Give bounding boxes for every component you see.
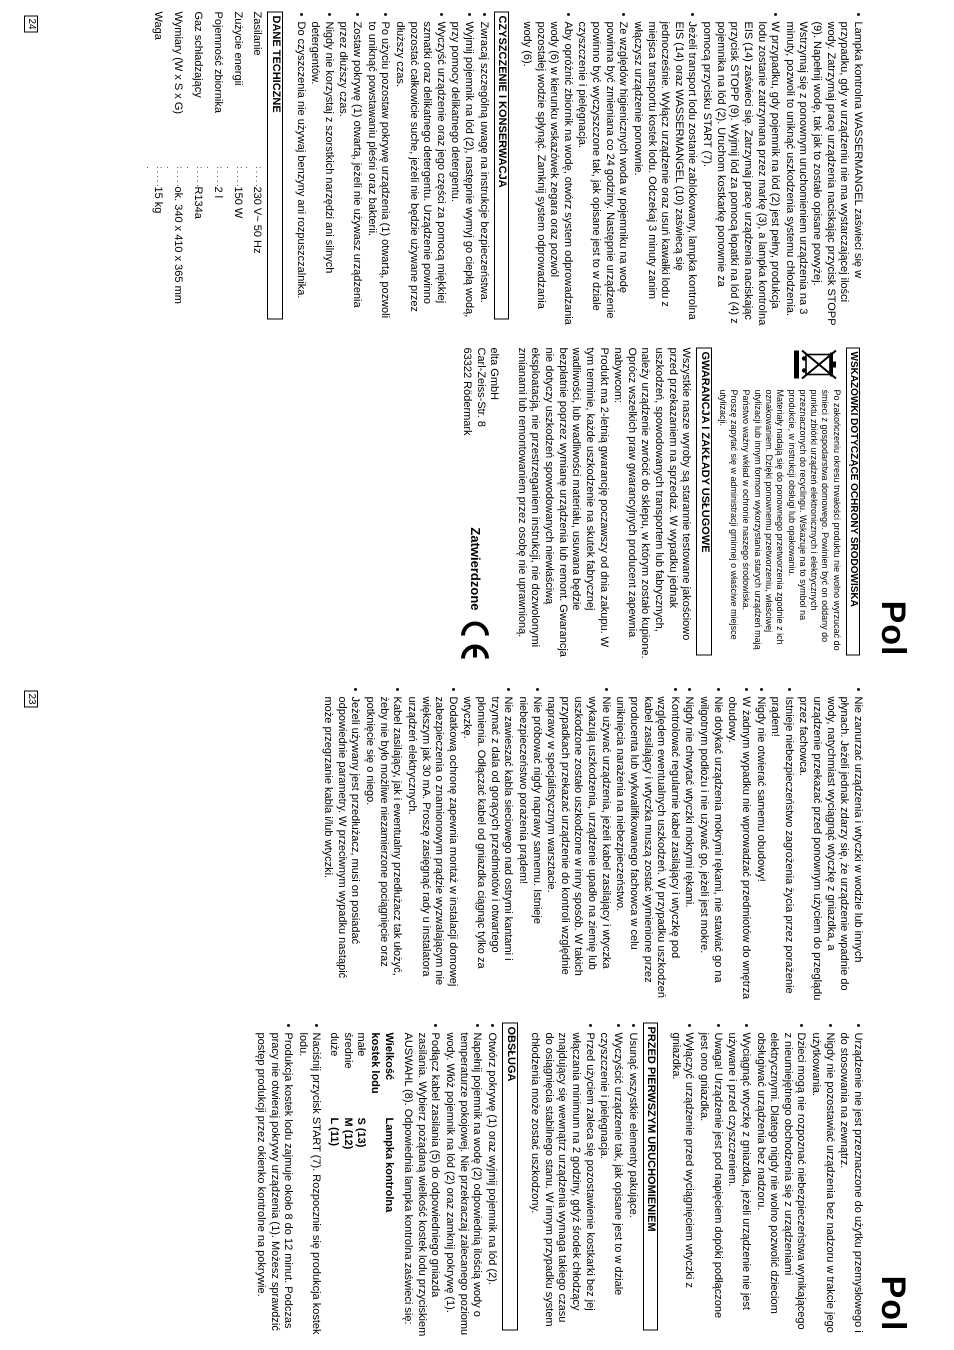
- lamp-value: S (13): [355, 1117, 368, 1148]
- env-paragraph: Po zakończeniu okresu trwałości produktu nie wolno wyrzucać do śmieci z gospodarstwa domowego. Powinien być on oddany do punktu zbiórki urządzeń elektronicznych i elektrycznych przeznaczonych do recyclingu. Wskazuje na to symbol na produkcie, w instrukcji obsługi lub opakowaniu.: [786, 389, 842, 651]
- tech-separator: : . . . . .: [165, 166, 185, 187]
- size-value: małe: [355, 1032, 368, 1057]
- list-item: • Nigdy nie chwytać wtyczki mokrymi rękami.: [682, 697, 696, 1002]
- tech-value: ok. 340 x 410 x 365 mm: [172, 186, 185, 304]
- tech-value: 230 V~ 50 Hz: [251, 186, 264, 254]
- manufacturer-address: [459, 348, 500, 436]
- safety-list-continued: [668, 1023, 864, 1338]
- tech-table: [145, 12, 264, 327]
- tech-row: [224, 12, 244, 327]
- list-item: • Po użyciu pozostaw pokrywę urządzenia (1) otwartą, pozwoli to uniknąć powstawaniu pleśni oraz bakterii.: [364, 22, 391, 327]
- list-item: • Kabel zasilający, jak i ewentualny przedłużacz tak ułożyć, żeby nie było możliwe niezamierzone pociągnięcie oraz potknięcie się o niego.: [363, 697, 404, 1002]
- section-heading-tech: DANE TECHICZNE: [267, 12, 283, 320]
- size-value: duże: [328, 1032, 341, 1057]
- list-item: • Nigdy nie otwierać samemu obudowy!: [753, 697, 767, 1002]
- warranty-paragraph: Wszystkie nasze wyroby są starannie testowane jakościowo przed przekazaniem na sprzedaż. W wypadku jednak uszkodzeń, spowodowanych transportem lub fabrycznych, należy urządzenie zwrócić do sklepu, w którym zostało kupione. Oprócz wszelkich praw gwarancyjnych producent zapewnia nabywcom:: [612, 347, 693, 659]
- address-line: Carl-Zeiss-Str. 8: [474, 347, 487, 427]
- page-number: 24: [24, 16, 38, 33]
- lamp-header: Lampka kontrolna: [382, 1117, 395, 1213]
- list-item: • W przypadku, gdy pojemnik na lód (2) jest pełny, produkcja lodu zostanie zatrzymana przez markę (3), a lampka kontrolna EIS (14) zaświeci się. Zatrzymaj pracę urządzenia naciskając przycisk STOPP (9). Wyjmij lód za pomocą łopatki na lód (4) z pojemnika na lód (2). Uruchom kostkarkę ponownie za pomocą przycisku START (7).: [700, 22, 782, 327]
- address-line: elta GmbH: [488, 347, 501, 401]
- list-item: • Dzieci mogą nie rozpoznać niebezpieczeństwa wynikającego z nieumiejętnego obchodzenia się z urządzeniami elektrycznymi. Dlatego nigdy nie wolno pozwolić dzieciom obsługiwać urządzenia bez nadzoru.: [753, 1033, 808, 1338]
- list-item: • Zwracaj szczególną uwagę na instrukcje bezpieczeństwa.: [476, 22, 490, 327]
- list-item: • Wyciągnąć wtyczkę z gniazdka, jeżeli urządzenie nie jest używane i przed czyszczeniem.: [725, 1033, 752, 1338]
- section-heading-cleaning: CZYSZCZENIE I KONSERWACJA: [494, 12, 510, 320]
- list-item: • Naciśnij przycisk START (7). Rozpocznie się produkcja kostek lodu.: [295, 1033, 322, 1338]
- tech-value: R134a: [191, 186, 204, 219]
- list-item: • Jeżeli używany jest przedłużacz, musi on posiadać odpowiednie parametry. W przeciwnym wypadku nastąpić może przegrzanie kabla i/lub wtyczki.: [321, 697, 362, 1002]
- tech-separator: : . . . . .: [204, 166, 224, 187]
- tech-separator: : . . . . .: [185, 166, 204, 187]
- size-row: [327, 1033, 341, 1338]
- tech-key: Pojemność zbiornika: [211, 11, 224, 113]
- tech-row: [244, 12, 264, 327]
- list-item: • Wyczyść urządzenie oraz jego części za pomocą miękkiej szmatki oraz delikatnego detergentu. Urządzenie powinno pozostać całkowicie suche, jeżeli nie będzie używane przez dłuższy czas.: [392, 22, 447, 327]
- list-item: • Aby opróżnić zbiornik na wodę, otwórz system odprowadzania wody (6) w kierunku wskazówek zegara oraz pozwól pozostałej wodzie spłynąć. Zamknij system odprowadzania wody (6).: [519, 22, 574, 327]
- env-paragraph: Materiały nadają się do ponownego przetworzenia zgodnie z ich oznakowaniem. Dzięki ponownemu przetworzeniu, właściwej utylizacji lub innym formom wykorzystania starych urządzeń mają Państwo ważny wkład w ochronie naszego środowiska.: [741, 389, 785, 650]
- manual-page-23: [0, 675, 954, 1350]
- operation-list: [519, 12, 864, 327]
- ce-mark-icon: [459, 617, 491, 663]
- tech-key: Zasilanie: [251, 11, 264, 56]
- size-row: [354, 1033, 368, 1338]
- page-number: 23: [24, 691, 38, 708]
- tech-row: [145, 12, 165, 327]
- section-heading-warranty: GWARANCJA I ZAKŁADY USŁUGOWE: [696, 348, 712, 656]
- tech-key: Wymiary (W x S x G): [172, 11, 185, 115]
- list-item: • Do czyszczenia nie używaj benzyny ani rozpuszczalnika.: [293, 22, 307, 327]
- list-item: • Urządzenie nie jest przeznaczone do użytku przemysłowego i do stosowania na zewnątrz.: [837, 1033, 864, 1338]
- size-table: [327, 1033, 395, 1338]
- size-header: Wielkość kostek lodu: [369, 1032, 395, 1094]
- list-item: • Nigdy nie korzystaj z szorstkich narzędzi ani silnych detergentów.: [308, 22, 335, 327]
- tech-row: [164, 12, 184, 327]
- list-item: • Nigdy nie pozostawiać urządzenia bez nadzoru w trakcie jego użytkowania.: [809, 1033, 836, 1338]
- tech-key: Zużycie energii: [231, 11, 244, 86]
- safety-list: [321, 687, 864, 1002]
- left-column: [52, 687, 864, 1002]
- tech-value: 2 l: [211, 186, 224, 199]
- list-item: • W żadnym wypadku nie wprowadzać przedmiotów do wnętrza obudowy.: [725, 697, 752, 1002]
- env-paragraph: Proszę zapytać się w administracji gminnej o właściwe miejsce utylizacji.: [718, 389, 740, 640]
- list-item: • Wyjmij pojemnik na lód (2), następnie wymyj go ciepłą wodą, przy pomocy delikatnego detergentu.: [448, 22, 475, 327]
- list-item: • Ze względów higienicznych woda w pojemniku na wodę powinna być zmieniana co 24 godziny. Następnie urządzenie powinno być wyczyszczone tak, jak opisane jest to w dziale czyszczenie i pielęgnacja.: [575, 22, 630, 327]
- lamp-value: L (11): [328, 1117, 341, 1147]
- list-item: • Produkcja kostek lodu zajmuje około 8 do 12 minut. Podczas pracy nie otwieraj pokrywy urządzenia (1). Możesz sprawdzić postęp produkcji przez okienko kontrolne na pokrywie.: [253, 1033, 294, 1338]
- list-item: • Nie dotykać urządzenia mokrymi rękami, nie stawiać go na wilgotnym podłożu i nie używać go, jeżeli jest mokre.: [697, 697, 724, 1002]
- list-item: • Istnieje niebezpieczeństwo zagrożenia życia przez porażenie prądem!: [768, 697, 795, 1002]
- operation-list-continued: [253, 1023, 322, 1338]
- list-item: • Przed użyciem zaleca się pozostawienie kostkarki bez jej włączania minimum na 2 godziny, gdyż środek chłodzący znajdujący się wewnątrz urządzenia wymaga takiego czasu do osiągnięcia stabilnego stanu. W innym przypadku system chłodzenia może zostać uszkodzony.: [528, 1033, 596, 1338]
- tech-value: 15 kg: [152, 186, 165, 214]
- list-item: • Lampka kontrolna WASSERMANGEL zaświeci się w przypadku, gdy w urządzeniu nie ma wystarczającej ilości wody. Zatrzymaj pracę urządzenia naciskając przycisk STOPP (9). Napełnij wodę, tak jak to zostało opisane powyżej. Wstrzymaj się z ponownym uruchomieniem urządzenia na 3 minuty, pozwoli to uniknąć uszkodzenia systemu chłodzenia.: [782, 22, 864, 327]
- operation-list: [401, 1023, 498, 1338]
- tech-value: 150 W: [231, 186, 244, 219]
- address-line: 63322 Rödermark: [460, 347, 473, 436]
- list-item: • Jeżeli transport lodu zostanie zablokowany, lampka kontrolna EIS (14) oraz WASSERMANGEL (10) zaświecą się jednocześnie. Wyłącz urządzenie oraz usuń kawałki lodu z miejsca transportu kostek lodu. Odczekaj 3 minuty zanim włączysz urządzenie ponownie.: [630, 22, 698, 327]
- list-item: • Nie próbować nigdy naprawy samemu. Istnieje niebezpieczeństwo porażenia prądem!: [515, 697, 542, 1002]
- tech-separator: : . . . . .: [224, 166, 244, 187]
- section-heading-operation: OBSŁUGA: [502, 1023, 518, 1331]
- section-heading-environment: WSKAZÓWKI DOTYCZĄCE OCHRONY ŚRODOWISKA: [846, 348, 860, 656]
- list-item: • Dodatkową ochronę zapewnia montaż w instalacji domowej zabezpieczenia o znamionowym prądzie wyzwalającym nie większym jak 30 mA. Proszę zasięgnąć rady u instalatora urządzeń elektrycznych.: [404, 697, 459, 1002]
- first-use-list: [528, 1023, 639, 1338]
- tech-key: Waga: [152, 11, 165, 40]
- approved-label: Zatwierdzone: [468, 527, 484, 611]
- tech-separator: : . . . . .: [244, 166, 264, 187]
- list-item: • Usunąć wszystkie elementy pakujące.: [625, 1033, 639, 1338]
- lamp-value: M (12): [341, 1117, 354, 1150]
- crossed-bin-icon: [794, 348, 838, 382]
- list-item: • Uwaga! Urządzenie jest pod napięciem dopóki podłączone jest ono gniazdka.: [697, 1033, 724, 1338]
- tech-key: Gaz schładzający: [191, 11, 204, 98]
- tech-separator: : . . . . .: [145, 166, 165, 187]
- size-row: [340, 1033, 354, 1338]
- tech-row: [184, 12, 204, 327]
- right-column: [52, 348, 864, 663]
- list-item: • Otwórz pokrywę (1) oraz wyjmij pojemnik na lód (2).: [484, 1033, 498, 1338]
- cleaning-list: [293, 12, 490, 327]
- section-heading-first-use: PRZED PIERWSZYM URUCHOMIENIEM: [643, 1023, 659, 1331]
- list-item: • Zostaw pokrywę (1) otwartą, jeżeli nie używasz urządzenia przez dłuższy czas.: [336, 22, 363, 327]
- tech-row: [204, 12, 224, 327]
- left-column: [52, 12, 864, 327]
- page-title: Pol: [874, 1275, 912, 1332]
- size-value: średnie: [341, 1032, 354, 1069]
- list-item: • Wyłączyć urządzenie przed wyciągnięciem wtyczki z gniazdka.: [668, 1033, 695, 1338]
- list-item: • Nie zawieszać kabla sieciowego nad ostrymi kantami i trzymać z dala od gorących przedmiotów i otwartego płomienia. Odłączać kabel od gniazdka ciągnąc tylko za wtyczkę.: [460, 697, 515, 1002]
- page-title: Pol: [874, 600, 912, 657]
- list-item: • Napełnij pojemnik na wodę (2) odpowiednią ilością wody o temperaturze pokojowej. Nie przekraczaj zalecanego poziomu wody. Włóż pojemnik na lód (2) oraz zamknij pokrywę (1).: [443, 1033, 484, 1338]
- list-item: • Podłącz kabel zasilania (5) do odpowiedniego gniazda zasilania. Wybierz pożądaną wielkość kostek lodu przyciskiem AUSWAHL (8). Odpowiednia lampka kontrolna zaświeci się:: [401, 1033, 442, 1338]
- list-item: • Kontrolować regularnie kabel zasilający i wtyczkę pod względem ewentualnych uszkodzeń. W przypadku uszkodzeń kabel zasilający i wtyczka muszą zostać wymienione przez producenta lub wykwalifikowanego fachowca w celu uniknięcia narażenia na niebezpieczeństwo.: [613, 697, 681, 1002]
- list-item: • Nie zanurzać urządzenia i wtyczki w wodzie lub innych płynach. Jeżeli jednak zdarzy się, że urządzenie wpadnie do wody, natychmiast wyciągnąć wtyczkę z gniazdka, a urządzenie przekazać przed ponownym użyciem do przeglądu przez fachowca.: [796, 697, 864, 1002]
- right-column: [52, 1023, 864, 1338]
- list-item: • Nie używać urządzenia, jeżeli kabel zasilający i wtyczka wykazują uszkodzenia, urządzenie upadło na ziemię lub uszkodzone zostało uszkodzone w inny sposób. W takich przypadkach przekazać urządzenie do kontroli względnie naprawy w specjalistycznym warsztacie.: [544, 697, 612, 1002]
- warranty-paragraph: Produkt ma 2-letnią gwarancję poczawszy od dnia zakupu. W tym terminie, każde uszkodzenie na skutek fabrycznej wadliwości, lub wadliwości materiału, usuwana będzie bezpłatnie poprzez wymianę urządzenia lub remont. Gwarancja nie dotyczy uszkodzeń spowodowanych niewłaściwą eksploatacją, nie przestrzeganiem instrukcji, nie dozwolonymi zmianami lub remontowaniem przez osobę nie uprawnioną.: [515, 347, 610, 657]
- list-item: • Wyczyścić urządzenie tak, jak opisane jest to w dziale czyszczenie i pielęgnacja.: [597, 1033, 624, 1338]
